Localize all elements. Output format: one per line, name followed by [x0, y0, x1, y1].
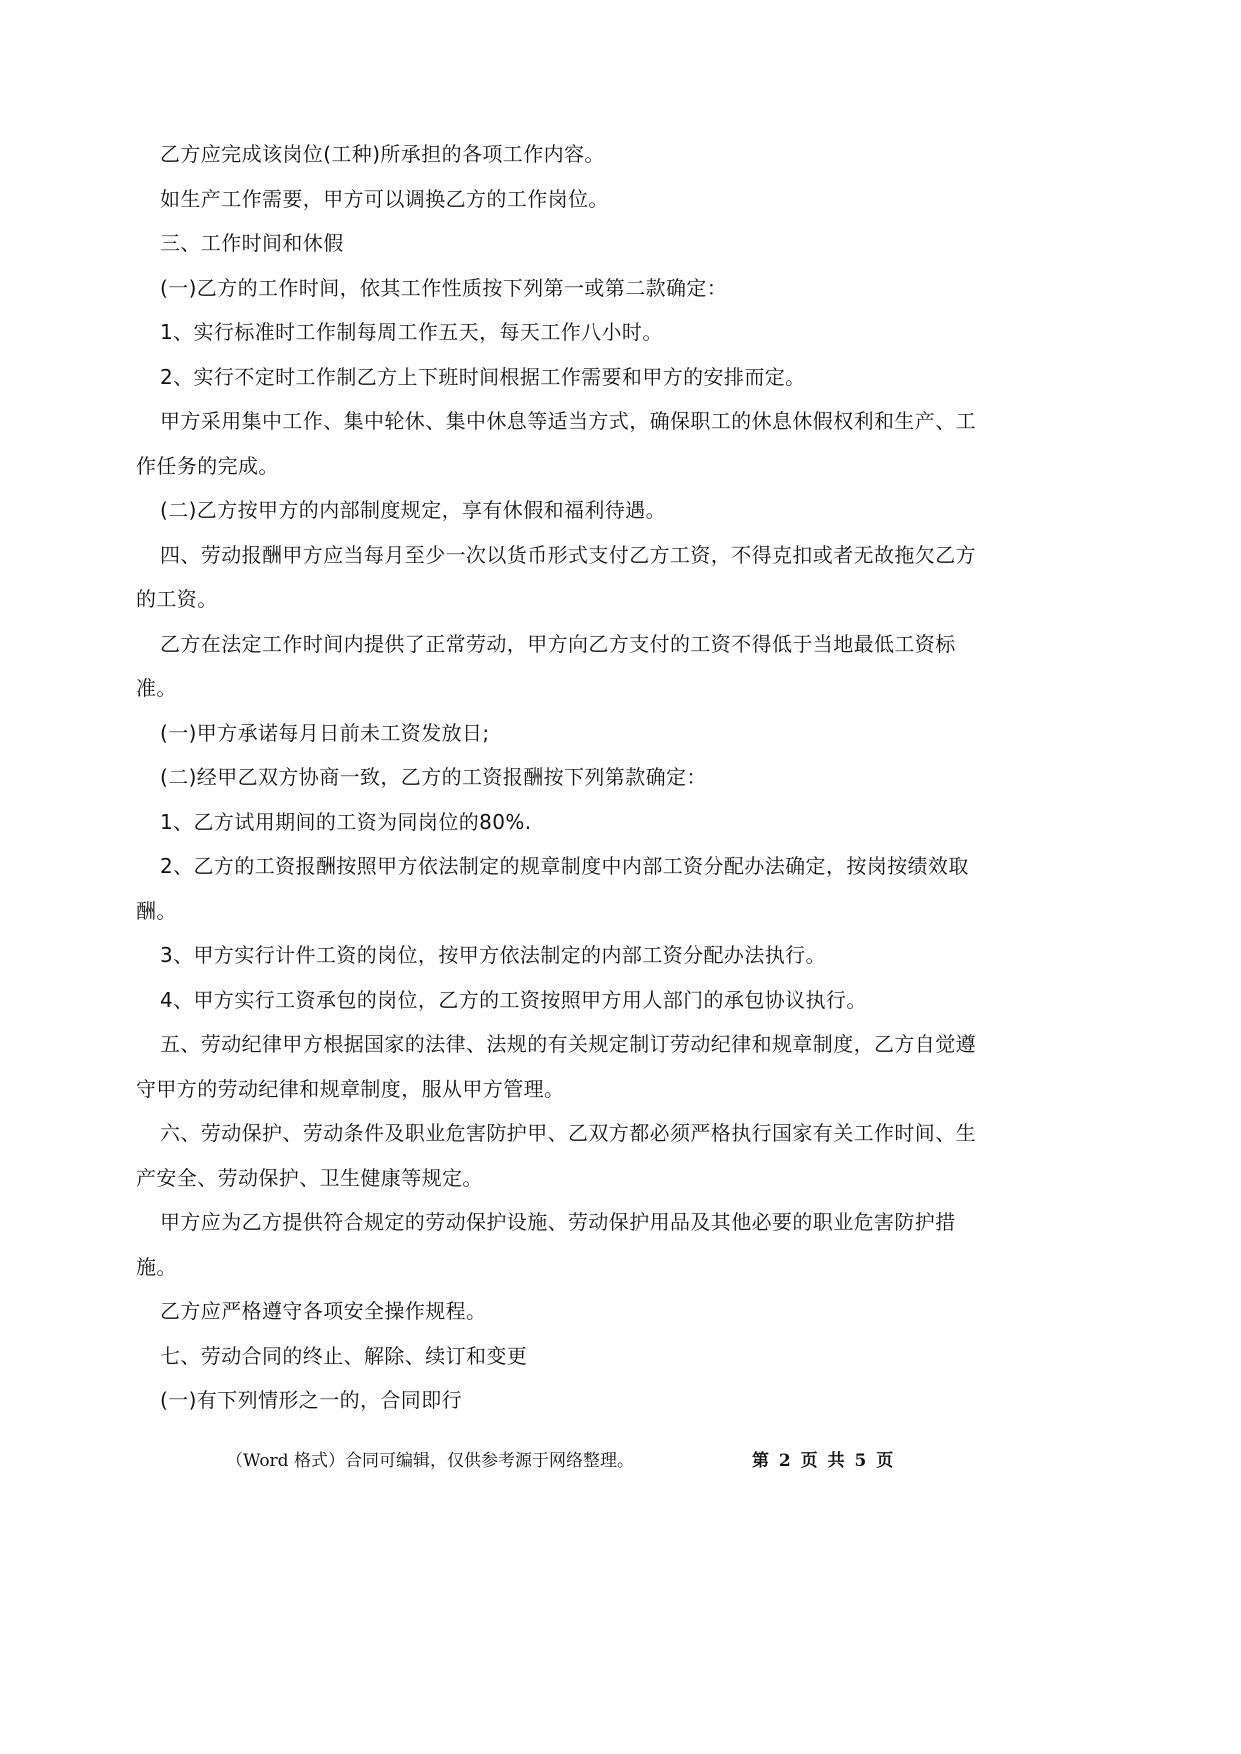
- document-body: [136, 132, 976, 1423]
- paragraph: (一)乙方的工作时间，依其工作性质按下列第一或第二款确定：: [160, 275, 728, 300]
- section-heading: 七、劳动合同的终止、解除、续订和变更: [160, 1343, 528, 1368]
- paragraph: 五、劳动纪律甲方根据国家的法律、法规的有关规定制订劳动纪律和规章制度，乙方自觉遵守甲方的劳动纪律和规章制度，服从甲方管理。: [136, 1032, 976, 1101]
- paragraph: 3、甲方实行计件工资的岗位，按甲方依法制定的内部工资分配办法执行。: [160, 943, 826, 967]
- paragraph: 1、实行标准时工作制每周工作五天，每天工作八小时。: [160, 320, 663, 344]
- paragraph: (二)经甲乙双方协商一致，乙方的工资报酬按下列第款确定：: [160, 765, 707, 789]
- paragraph: 如生产工作需要，甲方可以调换乙方的工作岗位。: [160, 186, 609, 211]
- paragraph: 甲方采用集中工作、集中轮休、集中休息等适当方式，确保职工的休息休假权利和生产、工作任务的完成。: [136, 409, 976, 478]
- paragraph: 乙方在法定工作时间内提供了正常劳动，甲方向乙方支付的工资不得低于当地最低工资标准。: [136, 631, 956, 700]
- page-number: 第 2 页 共 5 页: [752, 1451, 896, 1471]
- paragraph: 四、劳动报酬甲方应当每月至少一次以货币形式支付乙方工资，不得克扣或者无故拖欠乙方的工资。: [136, 542, 976, 611]
- paragraph: (二)乙方按甲方的内部制度规定，享有休假和福利待遇。: [160, 498, 667, 522]
- page-footer: [0, 1446, 1102, 1476]
- paragraph: 4、甲方实行工资承包的岗位，乙方的工资按照甲方用人部门的承包协议执行。: [160, 987, 867, 1012]
- paragraph: (一)有下列情形之一的，合同即行: [160, 1388, 463, 1412]
- paragraph: 六、劳动保护、劳动条件及职业危害防护甲、乙双方都必须严格执行国家有关工作时间、生产安全、劳动保护、卫生健康等规定。: [136, 1121, 976, 1190]
- paragraph: 2、实行不定时工作制乙方上下班时间根据工作需要和甲方的安排而定。: [160, 364, 806, 389]
- paragraph: 乙方应完成该岗位(工种)所承担的各项工作内容。: [160, 142, 605, 166]
- paragraph: 1、乙方试用期间的工资为同岗位的80%.: [160, 809, 532, 834]
- paragraph: 2、乙方的工资报酬按照甲方依法制定的规章制度中内部工资分配办法确定，按岗按绩效取酬。: [136, 854, 969, 923]
- paragraph: 甲方应为乙方提供符合规定的劳动保护设施、劳动保护用品及其他必要的职业危害防护措施。: [136, 1210, 956, 1279]
- section-heading: 三、工作时间和休假: [160, 231, 344, 255]
- footer-note: （Word 格式）合同可编辑，仅供参考源于网络整理。: [226, 1451, 634, 1471]
- paragraph: 乙方应严格遵守各项安全操作规程。: [160, 1299, 487, 1323]
- paragraph: (一)甲方承诺每月日前未工资发放日;: [160, 720, 490, 745]
